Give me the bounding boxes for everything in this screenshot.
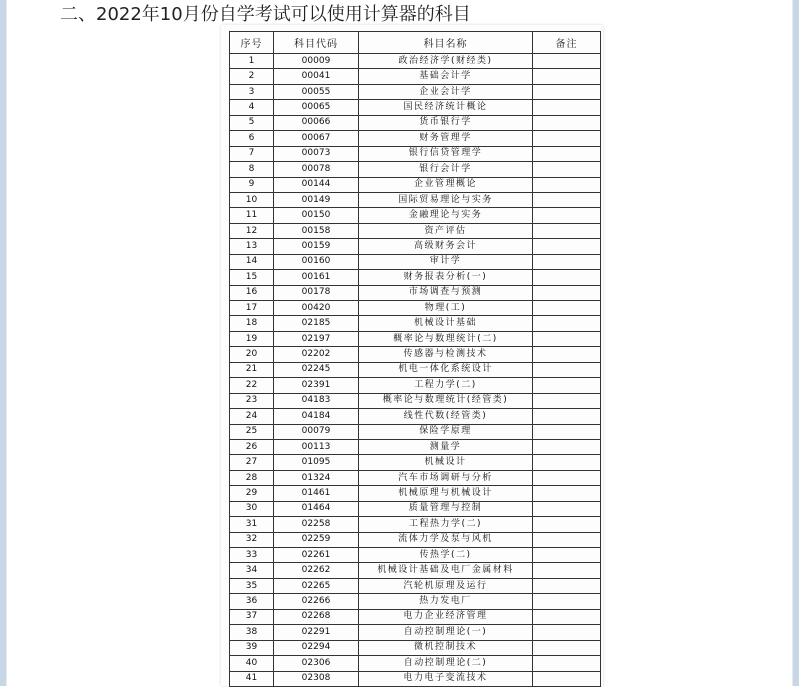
cell-remark (533, 486, 601, 501)
cell-seq: 37 (230, 609, 274, 624)
cell-remark (533, 594, 601, 609)
table-row (230, 517, 601, 532)
cell-code: 02294 (274, 640, 359, 655)
cell-seq: 38 (230, 625, 274, 640)
cell-remark (533, 409, 601, 424)
cell-code: 00073 (274, 146, 359, 161)
table-row (230, 100, 601, 115)
cell-code: 00178 (274, 285, 359, 300)
cell-code: 02391 (274, 378, 359, 393)
table-row (230, 563, 601, 578)
cell-remark (533, 671, 601, 686)
cell-seq: 40 (230, 656, 274, 671)
cell-remark (533, 625, 601, 640)
cell-remark (533, 347, 601, 362)
cell-seq: 13 (230, 239, 274, 254)
cell-seq: 23 (230, 393, 274, 408)
cell-seq: 36 (230, 594, 274, 609)
cell-code: 04184 (274, 409, 359, 424)
cell-seq: 8 (230, 162, 274, 177)
table-row (230, 578, 601, 593)
right-frame (793, 0, 799, 686)
header-name: 科目名称 (359, 32, 533, 54)
cell-code: 02291 (274, 625, 359, 640)
table-row (230, 223, 601, 238)
cell-code: 02202 (274, 347, 359, 362)
cell-seq: 3 (230, 84, 274, 99)
cell-code: 02197 (274, 331, 359, 346)
table-row (230, 69, 601, 84)
table-row (230, 162, 601, 177)
cell-seq: 15 (230, 270, 274, 285)
cell-seq: 19 (230, 331, 274, 346)
cell-remark (533, 378, 601, 393)
cell-name: 自动控制理论(二) (359, 656, 533, 671)
cell-seq: 35 (230, 578, 274, 593)
cell-remark (533, 656, 601, 671)
cell-name: 质量管理与控制 (359, 501, 533, 516)
cell-remark (533, 239, 601, 254)
table-row (230, 115, 601, 130)
cell-remark (533, 501, 601, 516)
cell-remark (533, 640, 601, 655)
cell-name: 微机控制技术 (359, 640, 533, 655)
cell-name: 机械设计基础及电厂金属材料 (359, 563, 533, 578)
table-row (230, 424, 601, 439)
left-frame-inner (6, 0, 7, 686)
cell-seq: 32 (230, 532, 274, 547)
table-row (230, 378, 601, 393)
table-row (230, 393, 601, 408)
cell-name: 银行会计学 (359, 162, 533, 177)
cell-code: 00420 (274, 301, 359, 316)
cell-name: 概率论与数理统计(二) (359, 331, 533, 346)
cell-seq: 29 (230, 486, 274, 501)
cell-seq: 30 (230, 501, 274, 516)
table-row (230, 316, 601, 331)
cell-name: 国际贸易理论与实务 (359, 192, 533, 207)
cell-code: 00079 (274, 424, 359, 439)
cell-seq: 26 (230, 439, 274, 454)
cell-seq: 7 (230, 146, 274, 161)
cell-seq: 22 (230, 378, 274, 393)
cell-name: 工程力学(二) (359, 378, 533, 393)
cell-name: 流体力学及泵与风机 (359, 532, 533, 547)
cell-remark (533, 331, 601, 346)
table-row (230, 177, 601, 192)
cell-name: 概率论与数理统计(经管类) (359, 393, 533, 408)
right-frame-inner (792, 0, 793, 686)
cell-seq: 27 (230, 455, 274, 470)
cell-name: 国民经济统计概论 (359, 100, 533, 115)
cell-name: 审计学 (359, 254, 533, 269)
table-row (230, 409, 601, 424)
cell-code: 02261 (274, 548, 359, 563)
cell-remark (533, 69, 601, 84)
cell-code: 00161 (274, 270, 359, 285)
cell-remark (533, 146, 601, 161)
cell-name: 机械设计 (359, 455, 533, 470)
table-row (230, 192, 601, 207)
cell-seq: 39 (230, 640, 274, 655)
cell-seq: 5 (230, 115, 274, 130)
cell-name: 企业管理概论 (359, 177, 533, 192)
cell-seq: 41 (230, 671, 274, 686)
table-body (230, 54, 601, 687)
cell-name: 资产评估 (359, 223, 533, 238)
table-row (230, 671, 601, 686)
table-row (230, 470, 601, 485)
table-row (230, 239, 601, 254)
cell-remark (533, 439, 601, 454)
cell-remark (533, 162, 601, 177)
table-row (230, 362, 601, 377)
table-row (230, 455, 601, 470)
table-row (230, 254, 601, 269)
table-row (230, 532, 601, 547)
cell-remark (533, 270, 601, 285)
cell-code: 02308 (274, 671, 359, 686)
cell-code: 00160 (274, 254, 359, 269)
cell-remark (533, 470, 601, 485)
cell-seq: 6 (230, 131, 274, 146)
cell-remark (533, 100, 601, 115)
cell-seq: 10 (230, 192, 274, 207)
cell-name: 测量学 (359, 439, 533, 454)
table-row (230, 146, 601, 161)
cell-code: 00055 (274, 84, 359, 99)
cell-name: 高级财务会计 (359, 239, 533, 254)
cell-seq: 11 (230, 208, 274, 223)
cell-code: 00113 (274, 439, 359, 454)
cell-code: 02265 (274, 578, 359, 593)
section-heading: 二、2022年10月份自学考试可以使用计算器的科目 (60, 4, 471, 25)
cell-seq: 20 (230, 347, 274, 362)
cell-seq: 9 (230, 177, 274, 192)
cell-seq: 31 (230, 517, 274, 532)
cell-remark (533, 54, 601, 69)
cell-seq: 2 (230, 69, 274, 84)
cell-remark (533, 254, 601, 269)
cell-code: 02306 (274, 656, 359, 671)
cell-remark (533, 362, 601, 377)
cell-name: 货币银行学 (359, 115, 533, 130)
table-row (230, 347, 601, 362)
cell-remark (533, 393, 601, 408)
table-row (230, 656, 601, 671)
cell-remark (533, 223, 601, 238)
cell-name: 银行信贷管理学 (359, 146, 533, 161)
cell-name: 财务报表分析(一) (359, 270, 533, 285)
cell-code: 01464 (274, 501, 359, 516)
cell-name: 机械设计基础 (359, 316, 533, 331)
cell-remark (533, 285, 601, 300)
cell-code: 02268 (274, 609, 359, 624)
cell-code: 01461 (274, 486, 359, 501)
cell-remark (533, 578, 601, 593)
cell-name: 政治经济学(财经类) (359, 54, 533, 69)
cell-remark (533, 192, 601, 207)
table-row (230, 594, 601, 609)
cell-seq: 34 (230, 563, 274, 578)
cell-name: 财务管理学 (359, 131, 533, 146)
cell-name: 汽车市场调研与分析 (359, 470, 533, 485)
cell-remark (533, 131, 601, 146)
table-row (230, 439, 601, 454)
cell-name: 电力电子变流技术 (359, 671, 533, 686)
table-row (230, 54, 601, 69)
cell-name: 传感器与检测技术 (359, 347, 533, 362)
cell-seq: 16 (230, 285, 274, 300)
cell-remark (533, 84, 601, 99)
table-row (230, 131, 601, 146)
cell-seq: 28 (230, 470, 274, 485)
cell-remark (533, 177, 601, 192)
table-row (230, 301, 601, 316)
cell-code: 02266 (274, 594, 359, 609)
cell-name: 金融理论与实务 (359, 208, 533, 223)
cell-code: 00144 (274, 177, 359, 192)
cell-seq: 21 (230, 362, 274, 377)
cell-name: 企业会计学 (359, 84, 533, 99)
table-row (230, 640, 601, 655)
cell-name: 市场调查与预测 (359, 285, 533, 300)
cell-name: 汽轮机原理及运行 (359, 578, 533, 593)
cell-code: 00159 (274, 239, 359, 254)
cell-remark (533, 532, 601, 547)
cell-code: 02185 (274, 316, 359, 331)
cell-seq: 4 (230, 100, 274, 115)
cell-name: 线性代数(经管类) (359, 409, 533, 424)
table-row (230, 486, 601, 501)
table-row (230, 548, 601, 563)
cell-code: 02259 (274, 532, 359, 547)
cell-name: 基础会计学 (359, 69, 533, 84)
cell-name: 电力企业经济管理 (359, 609, 533, 624)
cell-remark (533, 208, 601, 223)
cell-name: 机械原理与机械设计 (359, 486, 533, 501)
cell-remark (533, 517, 601, 532)
cell-seq: 24 (230, 409, 274, 424)
cell-remark (533, 316, 601, 331)
table-row (230, 625, 601, 640)
calculator-subjects-table (229, 31, 601, 687)
header-code: 科目代码 (274, 32, 359, 54)
cell-remark (533, 563, 601, 578)
cell-name: 保险学原理 (359, 424, 533, 439)
table-row (230, 609, 601, 624)
cell-remark (533, 424, 601, 439)
cell-seq: 25 (230, 424, 274, 439)
header-seq: 序号 (230, 32, 274, 54)
cell-remark (533, 609, 601, 624)
cell-name: 自动控制理论(一) (359, 625, 533, 640)
cell-remark (533, 301, 601, 316)
cell-remark (533, 115, 601, 130)
cell-seq: 33 (230, 548, 274, 563)
table-row (230, 270, 601, 285)
cell-code: 01324 (274, 470, 359, 485)
table-row (230, 208, 601, 223)
cell-name: 机电一体化系统设计 (359, 362, 533, 377)
cell-remark (533, 455, 601, 470)
cell-code: 00078 (274, 162, 359, 177)
cell-code: 00150 (274, 208, 359, 223)
cell-code: 04183 (274, 393, 359, 408)
table-row (230, 331, 601, 346)
cell-remark (533, 548, 601, 563)
cell-seq: 17 (230, 301, 274, 316)
table-header-row (230, 32, 601, 54)
cell-code: 00158 (274, 223, 359, 238)
cell-code: 00067 (274, 131, 359, 146)
cell-code: 00009 (274, 54, 359, 69)
cell-seq: 1 (230, 54, 274, 69)
header-remark: 备注 (533, 32, 601, 54)
cell-code: 02258 (274, 517, 359, 532)
cell-code: 00065 (274, 100, 359, 115)
cell-code: 00149 (274, 192, 359, 207)
cell-name: 物理(工) (359, 301, 533, 316)
cell-seq: 12 (230, 223, 274, 238)
cell-seq: 14 (230, 254, 274, 269)
cell-name: 工程热力学(二) (359, 517, 533, 532)
cell-code: 02245 (274, 362, 359, 377)
cell-code: 02262 (274, 563, 359, 578)
table-row (230, 501, 601, 516)
table-row (230, 285, 601, 300)
cell-code: 00066 (274, 115, 359, 130)
cell-name: 传热学(二) (359, 548, 533, 563)
cell-seq: 18 (230, 316, 274, 331)
cell-name: 热力发电厂 (359, 594, 533, 609)
cell-code: 01095 (274, 455, 359, 470)
table-row (230, 84, 601, 99)
cell-code: 00041 (274, 69, 359, 84)
